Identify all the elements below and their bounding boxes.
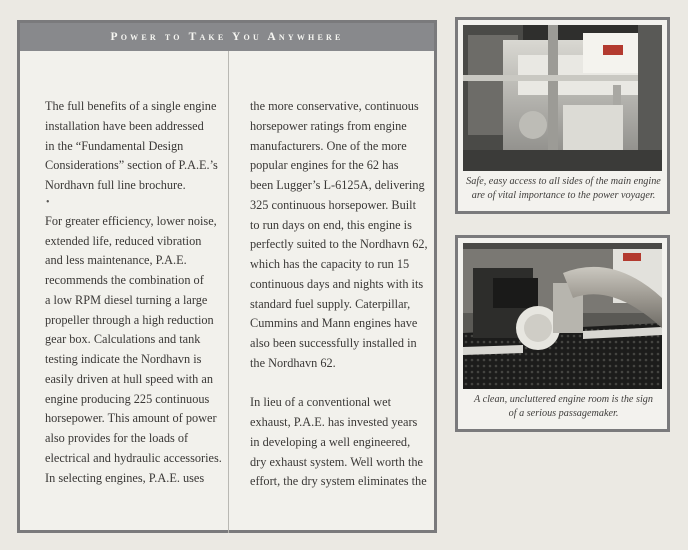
text-line: manufacturers. One of the more bbox=[250, 138, 407, 153]
text-line: horsepower ratings from engine bbox=[250, 118, 407, 133]
text-line: electrical and hydraulic accessories. bbox=[45, 450, 222, 465]
caption-line: Safe, easy access to all sides of the main engine bbox=[466, 176, 661, 187]
text-line: In lieu of a conventional wet bbox=[250, 395, 392, 410]
bullet-mark: • bbox=[46, 196, 50, 208]
text-line: testing indicate the Nordhavn is bbox=[45, 352, 202, 366]
left-column bbox=[45, 97, 220, 488]
text-line: 325 continuous horsepower. Built bbox=[250, 197, 416, 212]
text-line: recommends the combination of bbox=[45, 273, 204, 287]
photo-card-engine-room bbox=[455, 235, 670, 432]
text-line: engine producing 225 continuous bbox=[45, 391, 210, 406]
text-line: been Lugger’s L-6125A, delivering bbox=[250, 178, 425, 192]
text-line: effort, the dry system eliminates the bbox=[250, 474, 427, 489]
text-line: and less maintenance, P.A.E. bbox=[45, 253, 187, 268]
engine-illustration bbox=[463, 25, 662, 171]
text-line: popular engines for the 62 has bbox=[250, 158, 399, 173]
engine-room-illustration bbox=[463, 243, 662, 389]
text-line: dry exhaust system. Well worth the bbox=[250, 454, 423, 469]
caption-line: of a serious passagemaker. bbox=[508, 408, 619, 419]
text-line: the Nordhavn 62. bbox=[250, 355, 336, 370]
column-divider bbox=[228, 51, 229, 533]
text-line: perfectly suited to the Nordhavn 62, bbox=[250, 237, 428, 252]
text-line: Nordhavn full line brochure. bbox=[45, 178, 186, 192]
text-line: Cummins and Mann engines have bbox=[250, 316, 418, 331]
text-line: propeller through a high reduction bbox=[45, 312, 214, 327]
engine-photo bbox=[463, 25, 662, 171]
text-line: easily driven at hull speed with an bbox=[45, 371, 214, 386]
paragraph-full-benefits bbox=[45, 97, 220, 196]
caption-line: are of vital importance to the power voyager. bbox=[471, 190, 656, 201]
text-line: in the “Fundamental Design bbox=[45, 138, 184, 153]
text-line: The full benefits of a single engine bbox=[45, 99, 217, 113]
photo-card-main-engine bbox=[455, 17, 670, 214]
paragraph-horsepower bbox=[250, 97, 428, 374]
text-line: which has the capacity to run 15 bbox=[250, 257, 410, 271]
photo-caption bbox=[466, 393, 661, 421]
text-line: in developing a well engineered, bbox=[250, 434, 411, 449]
text-line: Considerations” section of P.A.E.’s bbox=[45, 158, 218, 173]
caption-line: A clean, uncluttered engine room is the sign bbox=[473, 394, 653, 405]
text-line: exhaust, P.A.E. has invested years bbox=[250, 415, 418, 429]
photo-caption bbox=[466, 175, 661, 203]
engine-room-photo bbox=[463, 243, 662, 389]
paragraph-dry-exhaust bbox=[250, 393, 427, 492]
text-line: For greater efficiency, lower noise, bbox=[45, 213, 217, 228]
text-line: to run days on end, this engine is bbox=[250, 217, 412, 232]
text-line: extended life, reduced vibration bbox=[45, 233, 202, 248]
text-line: the more conservative, continuous bbox=[250, 99, 419, 113]
text-line: installation have been addressed bbox=[45, 118, 204, 133]
text-line: standard fuel supply. Caterpillar, bbox=[250, 296, 411, 311]
article-panel bbox=[17, 20, 437, 533]
article-columns bbox=[20, 51, 434, 533]
text-line: horsepower. This amount of power bbox=[45, 411, 217, 426]
text-line: gear box. Calculations and tank bbox=[45, 332, 201, 347]
text-line: also provides for the loads of bbox=[45, 431, 189, 445]
section-title: Power to Take You Anywhere bbox=[20, 23, 434, 51]
text-line: also been successfully installed in bbox=[250, 336, 417, 350]
text-line: continuous days and nights with its bbox=[250, 276, 424, 291]
right-column bbox=[250, 97, 428, 492]
text-line: In selecting engines, P.A.E. uses bbox=[45, 470, 205, 485]
text-line: a low RPM diesel turning a large bbox=[45, 292, 208, 307]
paragraph-efficiency bbox=[45, 212, 220, 489]
